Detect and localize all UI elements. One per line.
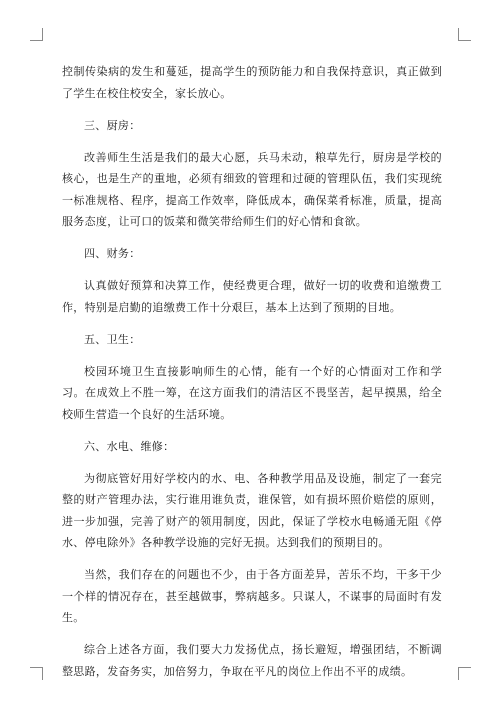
crop-mark-bottom-right [458, 667, 471, 680]
section-heading-hygiene: 五、卫生： [84, 332, 141, 346]
paragraph-continued: 控制传染病的发生和蔓延，提高学生的预防能力和自我保持意识，真正做到了学生在校住校安全，家长放心。 [62, 65, 442, 100]
document-body [62, 61, 442, 693]
section-heading-utilities: 六、水电、维修： [84, 439, 175, 453]
paragraph-finance: 认真做好预算和决算工作，使经费更合理，做好一切的收费和追缴费工作，特别是启勤的追缴费工作十分艰巨，基本上达到了预期的目地。 [62, 279, 442, 314]
section-heading-finance: 四、财务： [84, 247, 141, 260]
paragraph-utilities: 为彻底管好用好学校内的水、电、各种教学用品及设施，制定了一套完整的财产管理办法，实行谁用谁负责，谁保管，如有损坏照价赔偿的原则，进一步加强，完善了财产的领用制度，因此，保证了学校水电畅通无阻《停水、停电除外》各种教学设施的完好无损。达到我们的预期目的。 [62, 471, 442, 549]
paragraph-conclusion: 综合上述各方面，我们要大力发扬优点，扬长避短，增强团结，不断调整思路，发奋务实，加倍努力，争取在平凡的岗位上作出不平的成绩。 [62, 643, 442, 678]
crop-mark-top-left [30, 28, 43, 41]
section-heading-kitchen: 三、厨房： [84, 118, 141, 132]
paragraph-hygiene: 校园环境卫生直接影响师生的心情，能有一个好的心情面对工作和学习。在成效上不胜一筹，在这方面我们的清洁区不畏坚苦，起早摸黑，给全校师生营造一个良好的生活环境。 [62, 364, 442, 421]
crop-mark-top-right [458, 28, 471, 41]
paragraph-kitchen: 改善师生生活是我们的最大心愿，兵马未动，粮草先行，厨房是学校的核心，也是生产的重地，必须有细致的管理和过硬的管理队伍，我们实现统一标准规格、程序，提高工作效率，降低成本，确保菜肴标准，质量，提高服务态度，让可口的饭菜和微笑带给师生们的好心情和食欲。 [62, 150, 442, 228]
paragraph-problems: 当然，我们存在的问题也不少，由于各方面差异，苦乐不均，干多干少一个样的情况存在，甚至越做事，弊病越多。只谋人，不谋事的局面时有发生。 [62, 568, 442, 624]
crop-mark-bottom-left [30, 667, 43, 680]
